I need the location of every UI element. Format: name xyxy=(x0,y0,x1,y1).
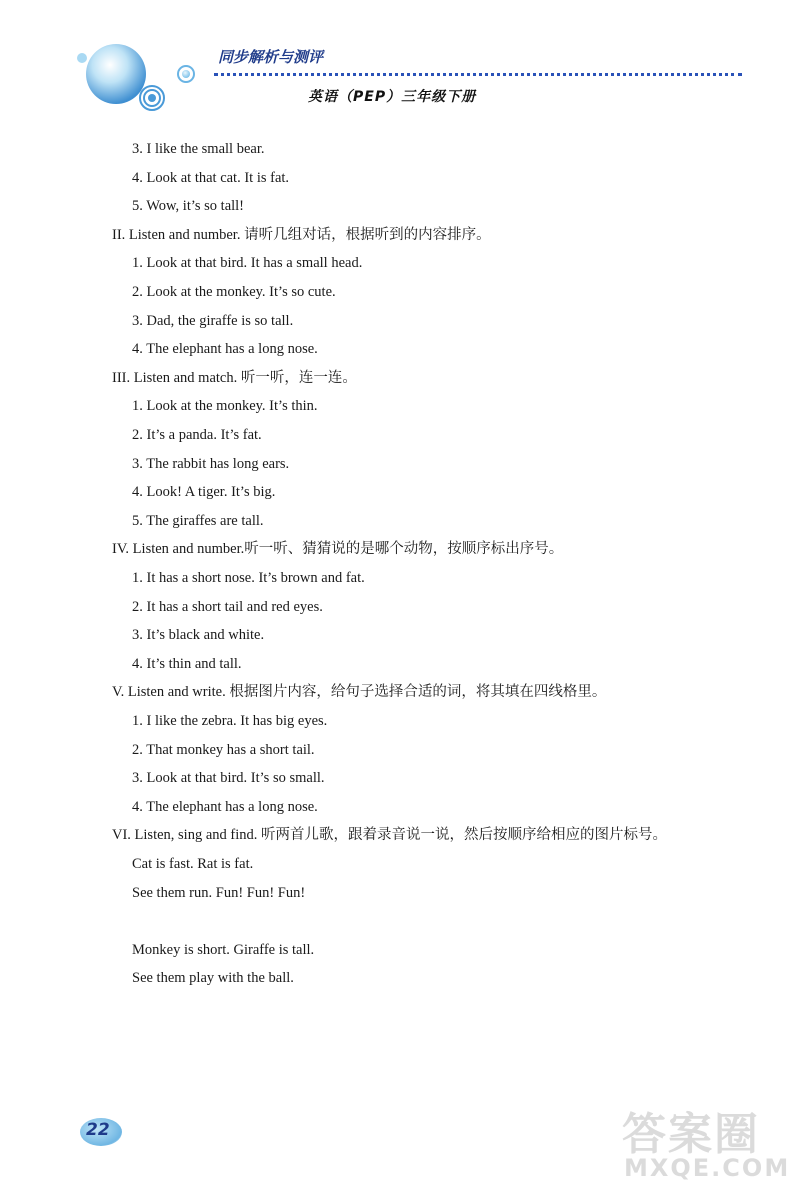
transcript-line: 2. That monkey has a short tail. xyxy=(132,741,315,758)
transcript-line: Monkey is short. Giraffe is tall. xyxy=(132,941,315,958)
page-number: 22 xyxy=(86,1120,110,1140)
transcript-line: 4. The elephant has a long nose. xyxy=(132,341,318,358)
transcript-line: 5. The giraffes are tall. xyxy=(132,512,264,529)
watermark xyxy=(622,1098,790,1186)
transcript-line: 4. Look at that cat. It is fat. xyxy=(132,169,290,186)
transcript-line: 3. I like the small bear. xyxy=(132,141,265,157)
watermark-url: MXQE.COM xyxy=(624,1154,791,1182)
header-bubbles-decoration xyxy=(72,38,212,118)
watermark-logo-text: 答案圈 xyxy=(622,1109,760,1160)
transcript-line: 2. Look at the monkey. It’s so cute. xyxy=(132,284,336,300)
header-title: 同步解析与测评 xyxy=(218,48,324,66)
section-heading: III. Listen and match. 听一听，连一连。 xyxy=(112,369,357,386)
section-heading: V. Listen and write. 根据图片内容，给句子选择合适的词，将其填在四线格里。 xyxy=(112,684,607,701)
transcript-line: 2. It’s a panda. It’s fat. xyxy=(132,427,262,443)
transcript-line: 1. Look at the monkey. It’s thin. xyxy=(132,398,318,415)
transcript-line: 4. Look! A tiger. It’s big. xyxy=(132,484,276,501)
transcript-line: 3. Dad, the giraffe is so tall. xyxy=(132,312,294,329)
transcript-line: 1. I like the zebra. It has big eyes. xyxy=(132,713,328,729)
transcript-line: 4. The elephant has a long nose. xyxy=(132,798,318,815)
transcript-line: 3. Look at that bird. It’s so small. xyxy=(132,770,325,787)
transcript-line: See them play with the ball. xyxy=(132,970,294,987)
section-heading: IV. Listen and number.听一听、猜猜说的是哪个动物，按顺序标出序号。 xyxy=(112,541,564,558)
section-heading: VI. Listen, sing and find. 听两首儿歌，跟着录音说一说，然后按顺序给相应的图片标号。 xyxy=(112,827,668,844)
transcript-line: 3. It’s black and white. xyxy=(132,627,265,644)
header-subtitle: 英语（PEP）三年级下册 xyxy=(308,89,477,105)
transcript-line: 5. Wow, it’s so tall! xyxy=(132,198,245,215)
transcript-line: 4. It’s thin and tall. xyxy=(132,655,242,672)
header-dotted-rule xyxy=(214,73,742,76)
transcript-line: 1. Look at that bird. It has a small head. xyxy=(132,255,363,272)
transcript-line: 1. It has a short nose. It’s brown and fat. xyxy=(132,570,365,586)
transcript-line: See them run. Fun! Fun! Fun! xyxy=(132,884,306,901)
transcript-line: Cat is fast. Rat is fat. xyxy=(132,856,254,872)
transcript-line: 3. The rabbit has long ears. xyxy=(132,455,290,472)
transcript-line: 2. It has a short tail and red eyes. xyxy=(132,598,323,615)
section-heading: II. Listen and number. 请听几组对话，根据听到的内容排序。 xyxy=(112,226,491,243)
